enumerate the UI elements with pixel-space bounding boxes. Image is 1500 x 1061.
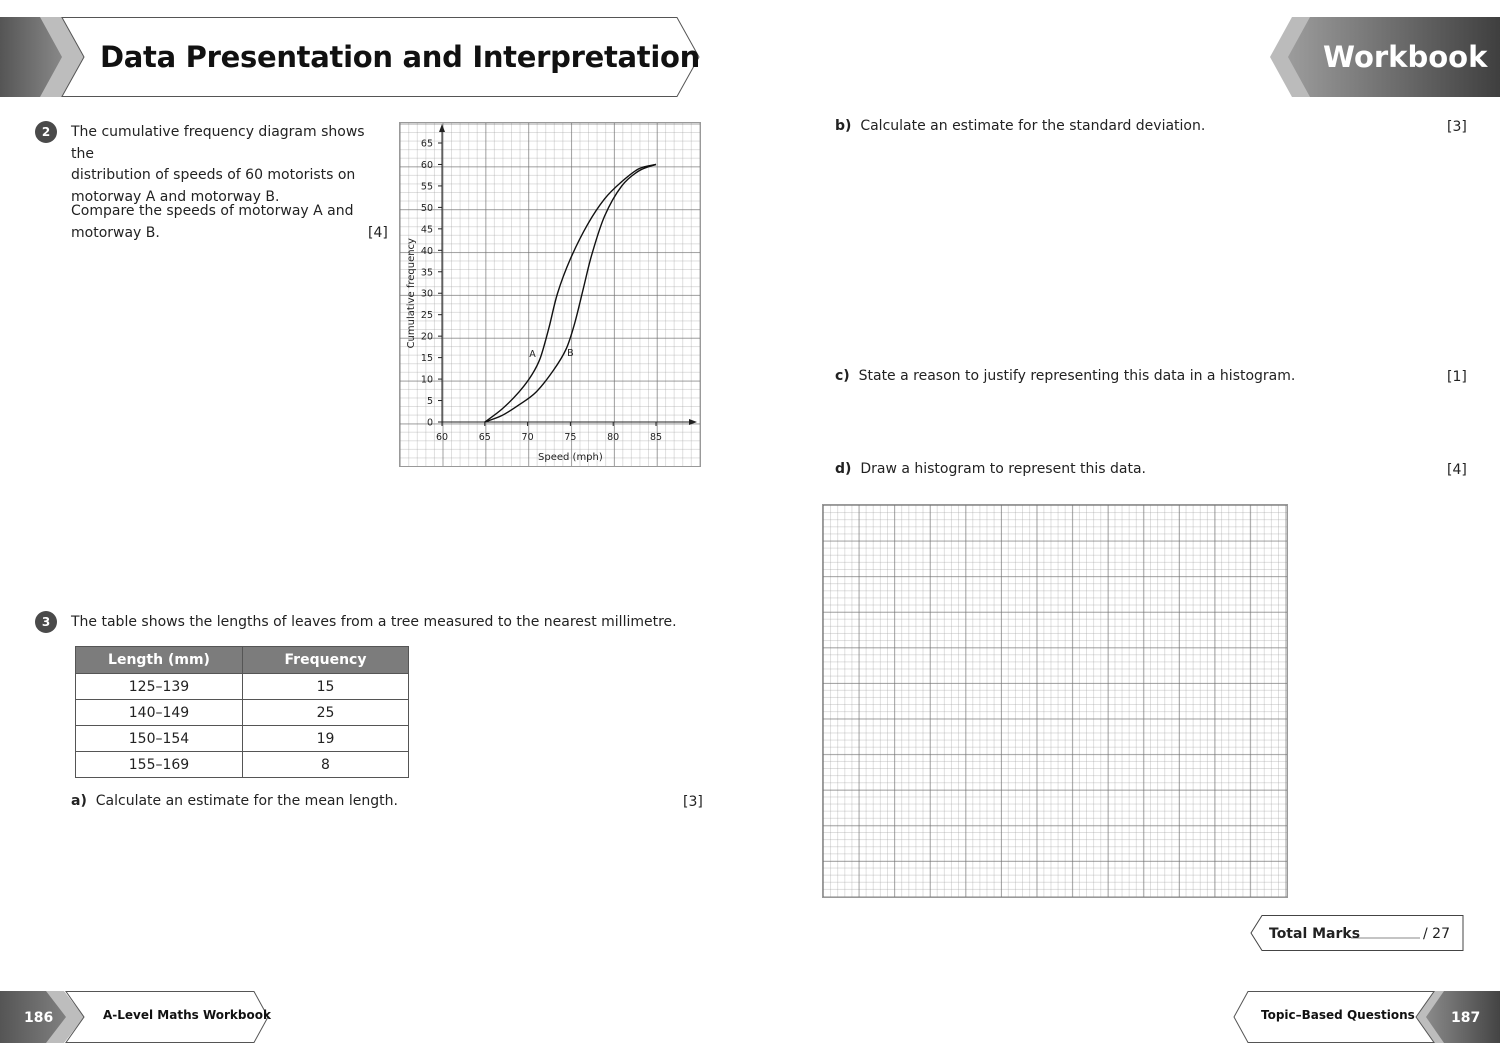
y-tick-label: 45 — [420, 224, 433, 236]
y-axis-arrow — [439, 124, 445, 132]
part-a-text: Calculate an estimate for the mean length. — [95, 793, 398, 809]
question-2-prompt-line-2: motorway B. — [71, 224, 160, 241]
y-axis-label: Cumulative frequency — [406, 238, 417, 349]
part-a-marks: [3] — [683, 794, 703, 810]
part-c-label: c) — [835, 368, 850, 384]
question-2-line-2: distribution of speeds of 60 motorists on — [71, 167, 356, 183]
footer-section-title: Topic–Based Questions — [1261, 1008, 1415, 1022]
part-a-label: a) — [71, 793, 87, 809]
part-a — [71, 791, 398, 813]
section-title: Workbook — [1323, 40, 1488, 74]
footer-page-number-left: 186 — [24, 1010, 54, 1026]
y-tick-label: 10 — [420, 374, 433, 386]
table-cell-length: 125–139 — [76, 674, 243, 700]
x-tick-label: 60 — [435, 432, 449, 443]
part-d-label: d) — [835, 461, 852, 477]
y-tick-label: 35 — [420, 267, 433, 279]
question-2-prompt-line-1: Compare the speeds of motorway A and — [71, 203, 354, 219]
y-tick-label: 5 — [426, 396, 433, 408]
part-b-marks: [3] — [1447, 119, 1467, 135]
y-tick-label: 65 — [420, 138, 433, 150]
histogram-grid-paper[interactable] — [822, 504, 1288, 898]
column-header-length: Length (mm) — [76, 647, 243, 674]
question-3-number: 3 — [35, 611, 57, 633]
x-tick-label: 70 — [521, 432, 534, 443]
table-row — [76, 726, 409, 752]
table-row — [76, 700, 409, 726]
x-axis-label: Speed (mph) — [538, 452, 603, 463]
frequency-table — [75, 646, 409, 778]
table-cell-length: 155–169 — [76, 752, 243, 778]
table-cell-length: 150–154 — [76, 726, 243, 752]
part-b-label: b) — [835, 118, 852, 134]
series-line-a — [485, 164, 656, 422]
y-tick-label: 0 — [426, 417, 433, 429]
question-3-text: The table shows the lengths of leaves from a tree measured to the nearest millimetre. — [71, 614, 677, 630]
cumulative-frequency-chart — [399, 122, 701, 467]
y-tick-label: 20 — [420, 331, 433, 343]
part-d-marks: [4] — [1447, 462, 1467, 478]
y-tick-label: 50 — [420, 202, 433, 214]
footer-book-title: A-Level Maths Workbook — [103, 1008, 271, 1022]
table-cell-length: 140–149 — [76, 700, 243, 726]
x-tick-label: 75 — [564, 432, 577, 443]
part-c-marks: [1] — [1447, 369, 1467, 385]
table-header-row — [76, 647, 409, 674]
y-tick-label: 60 — [420, 159, 433, 171]
series-label-b: B — [567, 347, 574, 359]
series-label-a: A — [529, 348, 536, 360]
part-c — [835, 366, 1295, 388]
question-2-line-1: The cumulative frequency diagram shows the — [71, 124, 365, 162]
question-2-prompt — [71, 201, 371, 244]
question-2-number: 2 — [35, 121, 57, 143]
x-tick-label: 85 — [649, 432, 663, 443]
table-cell-frequency: 19 — [243, 726, 409, 752]
column-header-frequency: Frequency — [243, 647, 409, 674]
part-d-text: Draw a histogram to represent this data. — [860, 461, 1147, 477]
y-tick-label: 15 — [420, 353, 433, 365]
page-title: Data Presentation and Interpretation — [100, 40, 700, 74]
part-b — [835, 116, 1205, 138]
total-marks-label: Total Marks — [1269, 926, 1361, 942]
table-cell-frequency: 8 — [243, 752, 409, 778]
table-cell-frequency: 25 — [243, 700, 409, 726]
question-2-line-3: motorway A and motorway B. — [71, 188, 280, 205]
x-axis-arrow — [689, 419, 697, 425]
part-d — [835, 459, 1146, 481]
x-tick-label: 65 — [478, 432, 491, 443]
table-row — [76, 674, 409, 700]
table-row — [76, 752, 409, 778]
question-2-text — [71, 122, 371, 208]
question-2-marks: [4] — [368, 225, 388, 241]
footer-page-number-right: 187 — [1451, 1010, 1481, 1026]
y-tick-label: 30 — [420, 288, 433, 300]
part-b-text: Calculate an estimate for the standard deviation. — [860, 118, 1206, 134]
series-line-b — [485, 164, 656, 422]
y-tick-label: 25 — [420, 310, 433, 322]
part-c-text: State a reason to justify representing this data in a histogram. — [858, 368, 1296, 384]
y-tick-label: 55 — [420, 181, 433, 193]
x-tick-label: 80 — [607, 432, 620, 443]
total-marks-value: / 27 — [1423, 926, 1450, 942]
y-tick-label: 40 — [420, 245, 433, 257]
table-cell-frequency: 15 — [243, 674, 409, 700]
